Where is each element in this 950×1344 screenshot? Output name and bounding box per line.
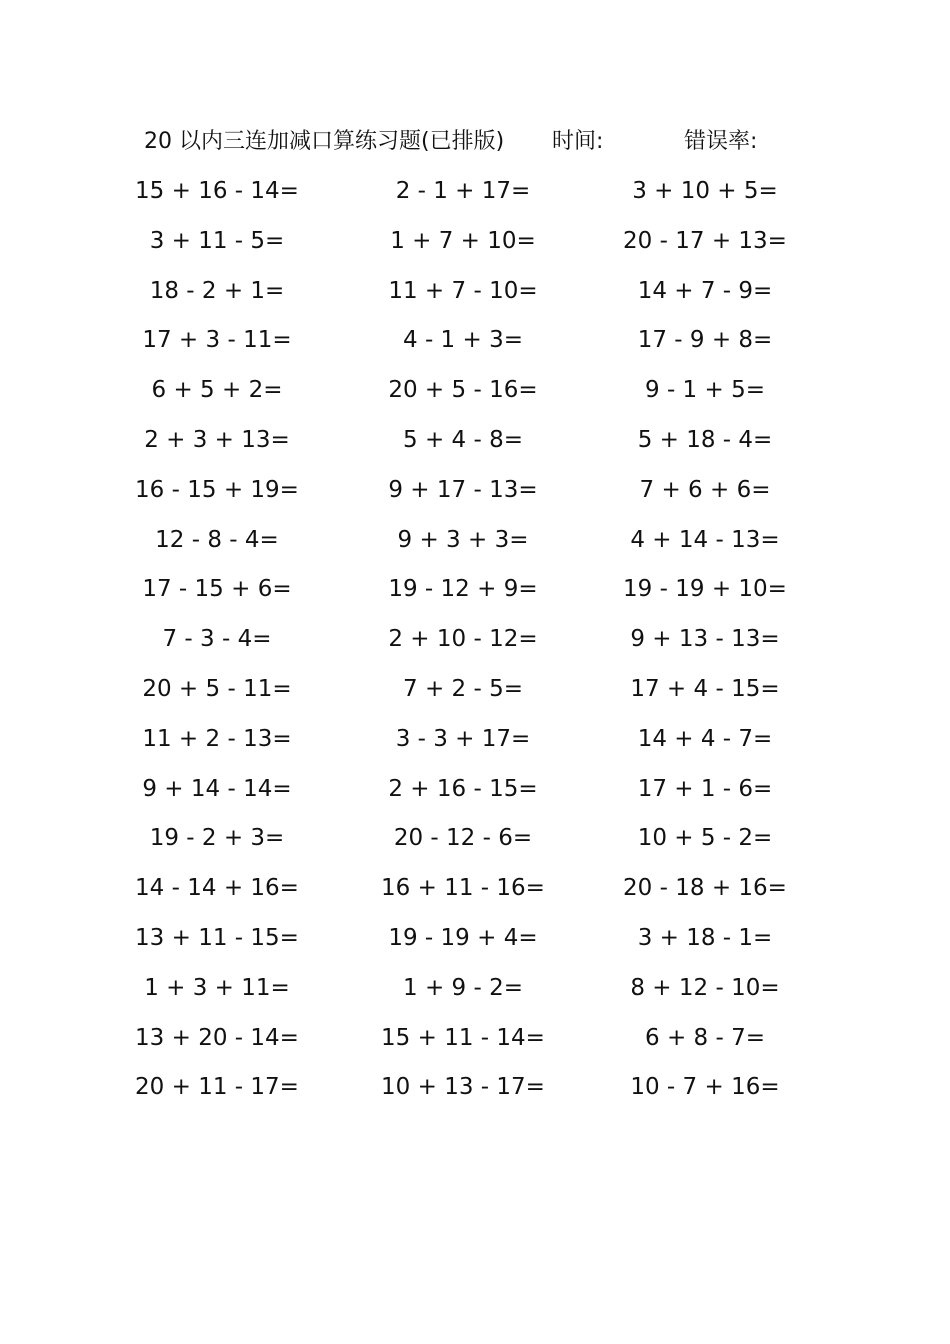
arithmetic-problem: 1 + 7 + 10= xyxy=(390,227,536,254)
arithmetic-problem: 11 + 2 - 13= xyxy=(142,725,292,752)
arithmetic-problem: 1 + 9 - 2= xyxy=(403,974,523,1001)
arithmetic-problem: 14 + 4 - 7= xyxy=(637,725,773,752)
arithmetic-problem: 19 - 12 + 9= xyxy=(388,576,538,603)
arithmetic-problem: 11 + 7 - 10= xyxy=(388,277,538,304)
arithmetic-problem: 20 + 5 - 16= xyxy=(388,377,538,404)
arithmetic-problem: 2 + 3 + 13= xyxy=(144,426,290,453)
problem-row xyxy=(0,670,950,720)
problem-grid xyxy=(0,172,950,1118)
arithmetic-problem: 20 + 5 - 11= xyxy=(142,675,292,702)
arithmetic-problem: 4 - 1 + 3= xyxy=(403,327,523,354)
arithmetic-problem: 17 + 3 - 11= xyxy=(142,327,292,354)
arithmetic-problem: 7 - 3 - 4= xyxy=(162,626,272,653)
arithmetic-problem: 6 + 8 - 7= xyxy=(645,1024,765,1051)
arithmetic-problem: 16 - 15 + 19= xyxy=(135,476,299,503)
arithmetic-problem: 5 + 18 - 4= xyxy=(637,426,773,453)
error-rate-label: 错误率: xyxy=(684,129,758,154)
arithmetic-problem: 15 + 11 - 14= xyxy=(381,1024,545,1051)
arithmetic-problem: 4 + 14 - 13= xyxy=(630,526,780,553)
arithmetic-problem: 9 + 14 - 14= xyxy=(142,775,292,802)
problem-row xyxy=(0,770,950,820)
arithmetic-problem: 18 - 2 + 1= xyxy=(149,277,285,304)
arithmetic-problem: 14 + 7 - 9= xyxy=(637,277,773,304)
problem-row xyxy=(0,272,950,322)
arithmetic-problem: 3 + 10 + 5= xyxy=(632,178,778,204)
arithmetic-problem: 9 + 3 + 3= xyxy=(397,526,529,553)
arithmetic-problem: 10 + 5 - 2= xyxy=(637,825,773,852)
arithmetic-problem: 17 - 15 + 6= xyxy=(142,576,292,603)
problem-row xyxy=(0,720,950,770)
arithmetic-problem: 13 + 20 - 14= xyxy=(135,1024,299,1051)
arithmetic-problem: 17 - 9 + 8= xyxy=(637,327,773,354)
arithmetic-problem: 1 + 3 + 11= xyxy=(144,974,290,1001)
time-label: 时间: xyxy=(552,129,604,154)
arithmetic-problem: 3 - 3 + 17= xyxy=(395,725,531,752)
problem-row xyxy=(0,570,950,620)
arithmetic-problem: 6 + 5 + 2= xyxy=(151,377,283,404)
arithmetic-problem: 17 + 1 - 6= xyxy=(637,775,773,802)
arithmetic-problem: 3 + 11 - 5= xyxy=(149,227,285,254)
arithmetic-problem: 2 + 16 - 15= xyxy=(388,775,538,802)
problem-row xyxy=(0,321,950,371)
arithmetic-problem: 14 - 14 + 16= xyxy=(135,875,299,902)
arithmetic-problem: 13 + 11 - 15= xyxy=(135,924,299,951)
arithmetic-problem: 20 - 17 + 13= xyxy=(623,227,787,254)
problem-row xyxy=(0,421,950,471)
worksheet-header xyxy=(144,124,824,160)
problem-row xyxy=(0,1019,950,1069)
arithmetic-problem: 12 - 8 - 4= xyxy=(155,526,279,553)
arithmetic-problem: 15 + 16 - 14= xyxy=(135,178,299,204)
arithmetic-problem: 20 + 11 - 17= xyxy=(135,1074,299,1101)
arithmetic-problem: 8 + 12 - 10= xyxy=(630,974,780,1001)
arithmetic-problem: 3 + 18 - 1= xyxy=(637,924,773,951)
problem-row xyxy=(0,919,950,969)
problem-row xyxy=(0,969,950,1019)
problem-row xyxy=(0,222,950,272)
problem-row xyxy=(0,172,950,222)
arithmetic-problem: 2 - 1 + 17= xyxy=(395,178,531,204)
worksheet-title: 20 以内三连加减口算练习题(已排版) xyxy=(144,129,505,154)
arithmetic-problem: 5 + 4 - 8= xyxy=(403,426,523,453)
problem-row xyxy=(0,869,950,919)
arithmetic-problem: 9 + 17 - 13= xyxy=(388,476,538,503)
problem-row xyxy=(0,819,950,869)
problem-row xyxy=(0,620,950,670)
arithmetic-problem: 20 - 12 - 6= xyxy=(393,825,533,852)
arithmetic-problem: 9 + 13 - 13= xyxy=(630,626,780,653)
problem-row xyxy=(0,521,950,571)
arithmetic-problem: 17 + 4 - 15= xyxy=(630,675,780,702)
arithmetic-problem: 2 + 10 - 12= xyxy=(388,626,538,653)
arithmetic-problem: 7 + 6 + 6= xyxy=(639,476,771,503)
arithmetic-problem: 9 - 1 + 5= xyxy=(645,377,765,404)
problem-row xyxy=(0,1068,950,1118)
arithmetic-problem: 19 - 19 + 4= xyxy=(388,924,538,951)
arithmetic-problem: 20 - 18 + 16= xyxy=(623,875,787,902)
arithmetic-problem: 16 + 11 - 16= xyxy=(381,875,545,902)
arithmetic-problem: 7 + 2 - 5= xyxy=(403,675,523,702)
arithmetic-problem: 10 - 7 + 16= xyxy=(630,1074,780,1101)
arithmetic-problem: 19 - 19 + 10= xyxy=(623,576,787,603)
arithmetic-problem: 10 + 13 - 17= xyxy=(381,1074,545,1101)
problem-row xyxy=(0,471,950,521)
arithmetic-problem: 19 - 2 + 3= xyxy=(149,825,285,852)
problem-row xyxy=(0,371,950,421)
